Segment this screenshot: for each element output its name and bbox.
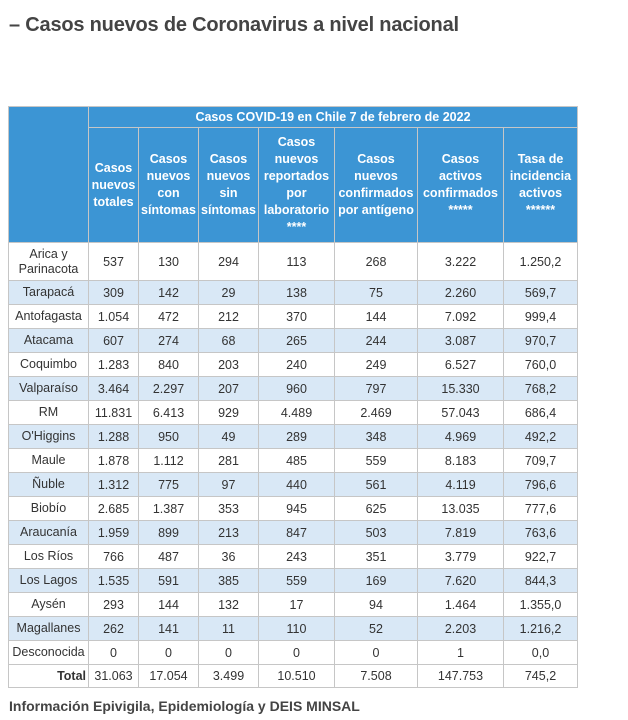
table-cell: 2.469	[335, 401, 418, 425]
table-cell: 94	[335, 593, 418, 617]
table-cell: 2.685	[89, 497, 139, 521]
table-cell: 57.043	[418, 401, 504, 425]
table-cell: 503	[335, 521, 418, 545]
table-cell: 249	[335, 353, 418, 377]
table-cell: 625	[335, 497, 418, 521]
region-name: Valparaíso	[9, 377, 89, 401]
region-name: Antofagasta	[9, 305, 89, 329]
total-cell: 17.054	[139, 665, 199, 688]
region-name: Los Lagos	[9, 569, 89, 593]
table-cell: 472	[139, 305, 199, 329]
table-cell: 561	[335, 473, 418, 497]
region-name: O'Higgins	[9, 425, 89, 449]
table-cell: 132	[199, 593, 259, 617]
table-row	[9, 617, 578, 641]
table-cell: 844,3	[504, 569, 578, 593]
table-row	[9, 243, 578, 281]
source-note: Información Epivigila, Epidemiología y DEIS MINSAL	[9, 698, 360, 714]
table-cell: 796,6	[504, 473, 578, 497]
table-cell: 1.878	[89, 449, 139, 473]
table-cell: 492,2	[504, 425, 578, 449]
table-cell: 899	[139, 521, 199, 545]
region-name: Coquimbo	[9, 353, 89, 377]
total-row	[9, 665, 578, 688]
table-cell: 591	[139, 569, 199, 593]
column-header: Casos nuevos con síntomas	[139, 128, 199, 243]
table-cell: 240	[259, 353, 335, 377]
column-header: Casos nuevos reportados por laboratorio ****	[259, 128, 335, 243]
region-name: Maule	[9, 449, 89, 473]
total-cell: 7.508	[335, 665, 418, 688]
table-cell: 0,0	[504, 641, 578, 665]
table-cell: 49	[199, 425, 259, 449]
column-header: Casos nuevos totales	[89, 128, 139, 243]
table-cell: 709,7	[504, 449, 578, 473]
table-cell: 950	[139, 425, 199, 449]
table-cell: 775	[139, 473, 199, 497]
table-cell: 3.464	[89, 377, 139, 401]
column-header: Tasa de incidencia activos ******	[504, 128, 578, 243]
table-cell: 289	[259, 425, 335, 449]
region-name: Araucanía	[9, 521, 89, 545]
region-name: Aysén	[9, 593, 89, 617]
region-name: Arica y Parinacota	[9, 243, 89, 281]
table-cell: 281	[199, 449, 259, 473]
table-cell: 4.969	[418, 425, 504, 449]
table-cell: 0	[199, 641, 259, 665]
table-cell: 4.489	[259, 401, 335, 425]
table-cell: 8.183	[418, 449, 504, 473]
table-cell: 213	[199, 521, 259, 545]
table-cell: 922,7	[504, 545, 578, 569]
table-cell: 207	[199, 377, 259, 401]
table-row	[9, 305, 578, 329]
table-cell: 52	[335, 617, 418, 641]
table-row	[9, 641, 578, 665]
table-cell: 1	[418, 641, 504, 665]
table-cell: 1.355,0	[504, 593, 578, 617]
table-cell: 929	[199, 401, 259, 425]
table-cell: 113	[259, 243, 335, 281]
table-row	[9, 497, 578, 521]
table-cell: 760,0	[504, 353, 578, 377]
table-cell: 1.464	[418, 593, 504, 617]
table-cell: 1.216,2	[504, 617, 578, 641]
table-cell: 274	[139, 329, 199, 353]
total-cell: 745,2	[504, 665, 578, 688]
table-cell: 97	[199, 473, 259, 497]
table-cell: 203	[199, 353, 259, 377]
table-cell: 138	[259, 281, 335, 305]
table-cell: 768,2	[504, 377, 578, 401]
table-cell: 1.283	[89, 353, 139, 377]
region-name: Atacama	[9, 329, 89, 353]
region-name: Magallanes	[9, 617, 89, 641]
region-name: RM	[9, 401, 89, 425]
table-cell: 999,4	[504, 305, 578, 329]
table-cell: 13.035	[418, 497, 504, 521]
table-cell: 144	[139, 593, 199, 617]
region-name: Ñuble	[9, 473, 89, 497]
table-cell: 569,7	[504, 281, 578, 305]
table-cell: 0	[89, 641, 139, 665]
table-cell: 1.959	[89, 521, 139, 545]
table-cell: 686,4	[504, 401, 578, 425]
table-cell: 309	[89, 281, 139, 305]
table-cell: 1.288	[89, 425, 139, 449]
table-cell: 945	[259, 497, 335, 521]
table-cell: 4.119	[418, 473, 504, 497]
table-row	[9, 377, 578, 401]
column-header: Casos nuevos confirmados por antígeno	[335, 128, 418, 243]
table-row	[9, 425, 578, 449]
table-cell: 11	[199, 617, 259, 641]
table-cell: 15.330	[418, 377, 504, 401]
table-row	[9, 545, 578, 569]
table-cell: 212	[199, 305, 259, 329]
table-cell: 348	[335, 425, 418, 449]
region-name: Biobío	[9, 497, 89, 521]
column-header: Casos nuevos sin síntomas	[199, 128, 259, 243]
region-name: Tarapacá	[9, 281, 89, 305]
page-heading: – Casos nuevos de Coronavirus a nivel nacional	[9, 14, 459, 36]
region-name: Los Ríos	[9, 545, 89, 569]
table-cell: 351	[335, 545, 418, 569]
table-cell: 840	[139, 353, 199, 377]
table-cell: 75	[335, 281, 418, 305]
table-cell: 294	[199, 243, 259, 281]
covid-cases-table	[8, 106, 578, 688]
table-cell: 6.413	[139, 401, 199, 425]
table-cell: 487	[139, 545, 199, 569]
total-cell: 31.063	[89, 665, 139, 688]
table-cell: 1.312	[89, 473, 139, 497]
column-header: Casos activos confirmados *****	[418, 128, 504, 243]
table-cell: 262	[89, 617, 139, 641]
table-cell: 559	[259, 569, 335, 593]
table-cell: 243	[259, 545, 335, 569]
total-cell: 10.510	[259, 665, 335, 688]
total-label: Total	[9, 665, 89, 688]
table-cell: 29	[199, 281, 259, 305]
table-cell: 244	[335, 329, 418, 353]
table-cell: 777,6	[504, 497, 578, 521]
table-title: Casos COVID-19 en Chile 7 de febrero de 2022	[89, 107, 578, 128]
table-cell: 2.203	[418, 617, 504, 641]
total-cell: 3.499	[199, 665, 259, 688]
total-cell: 147.753	[418, 665, 504, 688]
table-row	[9, 449, 578, 473]
table-cell: 7.819	[418, 521, 504, 545]
table-cell: 7.620	[418, 569, 504, 593]
table-cell: 3.222	[418, 243, 504, 281]
table-row	[9, 593, 578, 617]
table-cell: 960	[259, 377, 335, 401]
table-cell: 485	[259, 449, 335, 473]
table-cell: 142	[139, 281, 199, 305]
table-row	[9, 569, 578, 593]
table-cell: 353	[199, 497, 259, 521]
table-row	[9, 521, 578, 545]
table-cell: 0	[259, 641, 335, 665]
table-cell: 1.112	[139, 449, 199, 473]
table-cell: 268	[335, 243, 418, 281]
table-cell: 110	[259, 617, 335, 641]
table-cell: 607	[89, 329, 139, 353]
table-cell: 537	[89, 243, 139, 281]
table-cell: 0	[139, 641, 199, 665]
table-cell: 6.527	[418, 353, 504, 377]
table-row	[9, 281, 578, 305]
table-cell: 7.092	[418, 305, 504, 329]
region-name: Desconocida	[9, 641, 89, 665]
table-cell: 36	[199, 545, 259, 569]
table-cell: 847	[259, 521, 335, 545]
table-cell: 766	[89, 545, 139, 569]
table-cell: 3.779	[418, 545, 504, 569]
table-cell: 68	[199, 329, 259, 353]
table-cell: 0	[335, 641, 418, 665]
table-cell: 11.831	[89, 401, 139, 425]
table-corner-cell	[9, 107, 89, 243]
table-cell: 763,6	[504, 521, 578, 545]
table-cell: 144	[335, 305, 418, 329]
table-cell: 169	[335, 569, 418, 593]
table-row	[9, 353, 578, 377]
table-cell: 797	[335, 377, 418, 401]
table-cell: 1.387	[139, 497, 199, 521]
table-cell: 3.087	[418, 329, 504, 353]
table-cell: 141	[139, 617, 199, 641]
table-cell: 293	[89, 593, 139, 617]
table-row	[9, 329, 578, 353]
table-cell: 370	[259, 305, 335, 329]
table-row	[9, 401, 578, 425]
table-cell: 1.535	[89, 569, 139, 593]
table-cell: 1.054	[89, 305, 139, 329]
table-cell: 1.250,2	[504, 243, 578, 281]
table-cell: 265	[259, 329, 335, 353]
table-cell: 440	[259, 473, 335, 497]
table-cell: 17	[259, 593, 335, 617]
table-cell: 970,7	[504, 329, 578, 353]
table-cell: 2.297	[139, 377, 199, 401]
table-cell: 2.260	[418, 281, 504, 305]
table-cell: 559	[335, 449, 418, 473]
table-cell: 385	[199, 569, 259, 593]
table-row	[9, 473, 578, 497]
table-cell: 130	[139, 243, 199, 281]
